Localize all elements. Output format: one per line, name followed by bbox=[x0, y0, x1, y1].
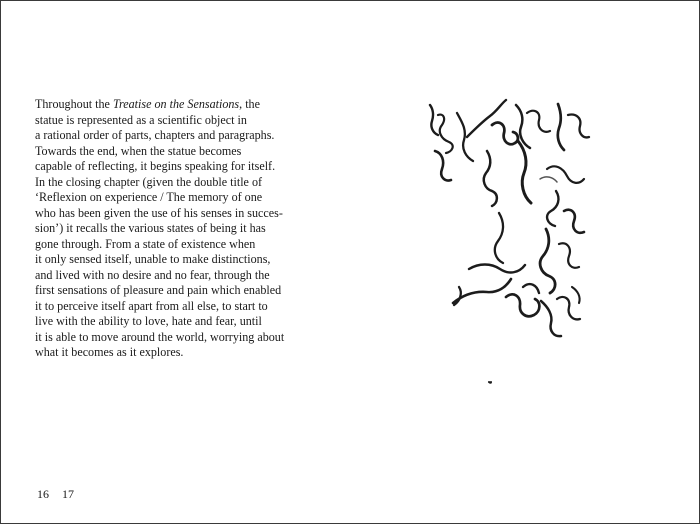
ink-stroke bbox=[527, 111, 550, 132]
text-line: it only sensed itself, unable to make distinctions, bbox=[35, 252, 271, 266]
ink-stroke bbox=[467, 100, 506, 137]
text-line: and lived with no desire and no fear, through the bbox=[35, 267, 270, 282]
ink-stroke bbox=[518, 141, 531, 203]
ink-stroke bbox=[540, 229, 555, 293]
text-line: capable of reflecting, it begins speaking for itself. bbox=[35, 159, 276, 173]
text-line: a rational order of parts, chapters and paragraphs. bbox=[35, 128, 275, 142]
ink-stroke bbox=[489, 382, 491, 383]
ink-stroke bbox=[547, 191, 558, 226]
ink-stroke bbox=[484, 151, 497, 206]
text-line: it to perceive itself apart from all else, to start to bbox=[35, 298, 268, 313]
text-line: statue is represented as a scientific object in bbox=[35, 112, 247, 127]
ink-stroke bbox=[541, 301, 561, 336]
text-line: who has been given the use of his senses in succes- bbox=[35, 205, 283, 220]
ink-stroke bbox=[557, 297, 580, 319]
text-line: first sensations of pleasure and pain which enabled bbox=[35, 283, 282, 297]
ink-stroke bbox=[492, 123, 518, 145]
text-line: gone through. From a state of existence when bbox=[35, 236, 256, 251]
ink-stroke bbox=[568, 115, 589, 138]
ink-stroke bbox=[495, 213, 503, 263]
ink-scribble-drawing bbox=[1, 1, 699, 523]
ink-stroke bbox=[564, 210, 584, 233]
ink-stroke bbox=[547, 166, 584, 183]
ink-stroke bbox=[559, 243, 579, 267]
text-line: live with the ability to love, hate and fear, until bbox=[35, 314, 262, 328]
text-line: Throughout the Treatise on the Sensations, the bbox=[35, 97, 260, 111]
left-page-number: 16 bbox=[37, 487, 49, 501]
text-line: it is able to move around the world, worrying about bbox=[35, 329, 285, 344]
right-page-number: 17 bbox=[62, 487, 74, 501]
ink-stroke bbox=[457, 113, 473, 161]
ink-stroke bbox=[506, 294, 539, 316]
text-line: In the closing chapter (given the double title of bbox=[35, 174, 263, 189]
ink-stroke bbox=[523, 284, 539, 293]
ink-stroke bbox=[438, 115, 453, 153]
text-line: ‘Reflexion on experience / The memory of one bbox=[35, 190, 263, 204]
ink-stroke bbox=[435, 151, 451, 180]
text-line: Towards the end, when the statue becomes bbox=[35, 143, 242, 158]
ink-stroke bbox=[572, 287, 580, 303]
ink-stroke thin bbox=[540, 177, 557, 182]
ink-stroke bbox=[558, 104, 564, 150]
ink-stroke bbox=[430, 105, 438, 135]
ink-stroke bbox=[469, 265, 525, 273]
text-line: sion’) it recalls the various states of being it has bbox=[35, 221, 266, 235]
book-title: Treatise on the Sensations bbox=[112, 97, 240, 111]
text-line: what it becomes as it explores. bbox=[35, 345, 184, 359]
